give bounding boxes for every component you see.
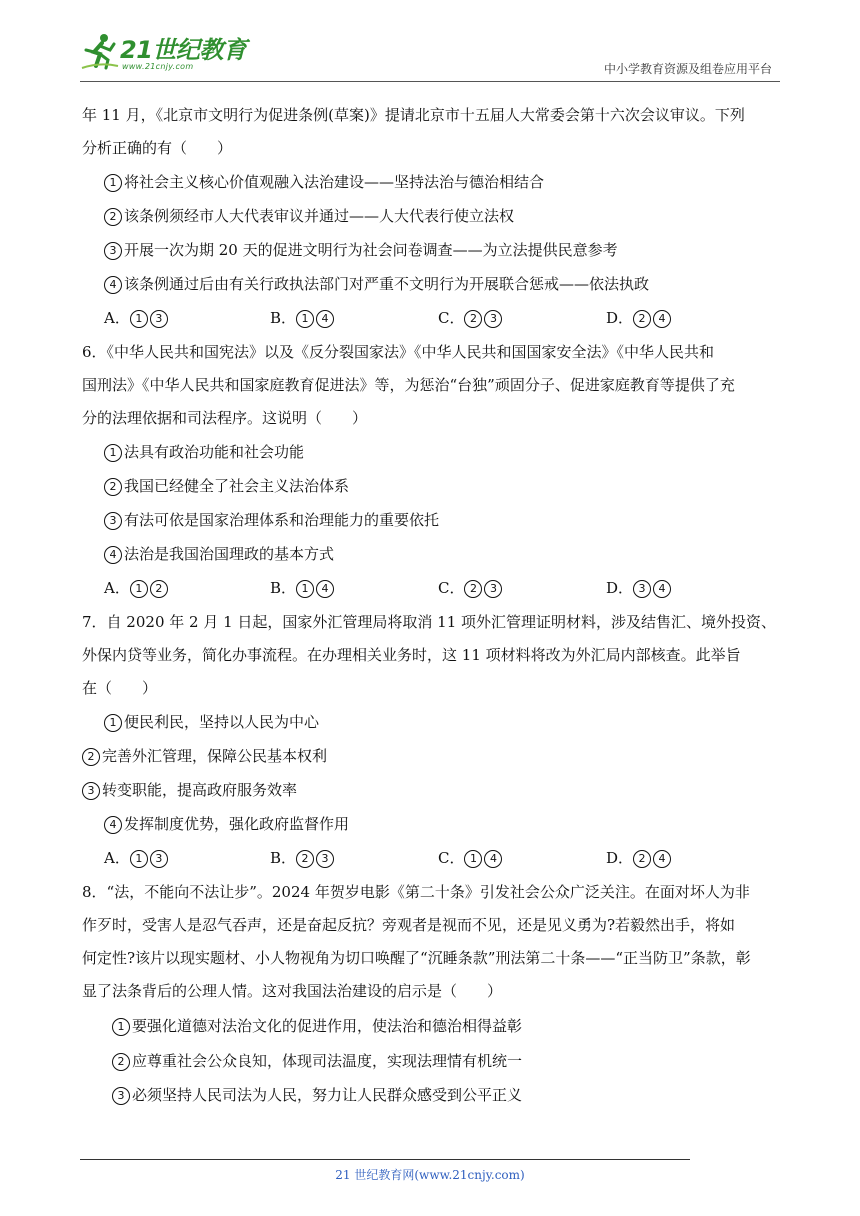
circled-number: 4 xyxy=(653,310,671,328)
circled-number: 2 xyxy=(82,748,100,766)
q5-option-b[interactable] xyxy=(270,307,336,329)
q5-item-3 xyxy=(104,239,618,261)
option-label: C． xyxy=(438,849,465,867)
q7-option-b[interactable] xyxy=(270,847,336,869)
runner-logo-icon xyxy=(80,32,120,72)
q7-option-c[interactable] xyxy=(438,847,504,869)
q6-item-2 xyxy=(104,475,349,497)
circled-number: 1 xyxy=(296,580,314,598)
item-text: 便民利民，坚持以人民为中心 xyxy=(124,713,320,731)
option-label: C． xyxy=(438,579,465,597)
q7-stem-line: 外保内贷等业务，简化办事流程。在办理相关业务时，这 11 项材料将改为外汇局内部核查。此举旨 xyxy=(82,646,741,664)
option-label: B． xyxy=(270,849,297,867)
item-text: 必须坚持人民司法为人民，努力让人民群众感受到公平正义 xyxy=(132,1086,523,1104)
circled-number: 1 xyxy=(104,714,122,732)
circled-number: 3 xyxy=(112,1087,130,1105)
circled-number: 4 xyxy=(104,546,122,564)
q7-item-4 xyxy=(104,813,349,835)
q6-option-b[interactable] xyxy=(270,577,336,599)
option-label: A． xyxy=(104,309,130,327)
circled-number: 3 xyxy=(484,310,502,328)
q5-option-a[interactable] xyxy=(104,307,170,329)
option-label: B． xyxy=(270,579,297,597)
site-logo[interactable] xyxy=(80,32,250,78)
q5-stem-line: 年 11 月，《北京市文明行为促进条例(草案)》提请北京市十五届人大常委会第十六次会议审议。下列 xyxy=(82,106,745,124)
platform-name: 中小学教育资源及组卷应用平台 xyxy=(603,62,772,76)
circled-number: 3 xyxy=(82,782,100,800)
circled-number: 2 xyxy=(104,208,122,226)
circled-number: 1 xyxy=(104,174,122,192)
item-text: 要强化道德对法治文化的促进作用，使法治和德治相得益彰 xyxy=(132,1017,523,1035)
item-text: 法具有政治功能和社会功能 xyxy=(124,443,305,461)
circled-number: 1 xyxy=(130,580,148,598)
q6-option-d[interactable] xyxy=(606,577,673,599)
circled-number: 1 xyxy=(296,310,314,328)
item-text: 有法可依是国家治理体系和治理能力的重要依托 xyxy=(124,511,440,529)
circled-number: 1 xyxy=(130,310,148,328)
option-label: D． xyxy=(606,849,634,867)
circled-number: 3 xyxy=(484,580,502,598)
q6-item-3 xyxy=(104,509,439,531)
option-label: C． xyxy=(438,309,465,327)
circled-number: 4 xyxy=(316,580,334,598)
page-header xyxy=(0,0,860,84)
circled-number: 2 xyxy=(464,310,482,328)
item-text: 法治是我国治国理政的基本方式 xyxy=(124,545,335,563)
q6-stem-line: 国刑法》《中华人民共和国家庭教育促进法》等，为惩治“台独”顽固分子、促进家庭教育等提供了充 xyxy=(82,376,735,394)
circled-number: 2 xyxy=(150,580,168,598)
circled-number: 4 xyxy=(104,276,122,294)
option-label: B． xyxy=(270,309,297,327)
circled-number: 3 xyxy=(633,580,651,598)
circled-number: 2 xyxy=(296,850,314,868)
circled-number: 3 xyxy=(104,242,122,260)
q8-stem-line: 作歹时，受害人是忍气吞声，还是奋起反抗？旁观者是视而不见，还是见义勇为?若毅然出手，将如 xyxy=(82,916,736,934)
item-text: 完善外汇管理，保障公民基本权利 xyxy=(102,747,328,765)
q8-stem-line: 显了法条背后的公理人情。这对我国法治建设的启示是（ ） xyxy=(82,982,503,1000)
item-text: 该条例通过后由有关行政执法部门对严重不文明行为开展联合惩戒——依法执政 xyxy=(124,275,650,293)
q7-option-d[interactable] xyxy=(606,847,673,869)
q7-stem-line: 在（ ） xyxy=(82,679,158,697)
q8-item-1 xyxy=(112,1015,522,1037)
option-label: A． xyxy=(104,579,130,597)
circled-number: 1 xyxy=(104,444,122,462)
q8-item-2 xyxy=(112,1050,522,1072)
item-text: 将社会主义核心价值观融入法治建设——坚持法治与德治相结合 xyxy=(124,173,545,191)
option-label: D． xyxy=(606,579,634,597)
q8-item-3 xyxy=(112,1084,522,1106)
circled-number: 3 xyxy=(150,310,168,328)
q8-stem-line: 8．“法，不能向不法让步”。2024 年贺岁电影《第二十条》引发社会公众广泛关注。在面对坏人为非 xyxy=(82,883,750,901)
circled-number: 2 xyxy=(464,580,482,598)
q5-item-1 xyxy=(104,171,544,193)
q5-option-c[interactable] xyxy=(438,307,504,329)
q6-option-c[interactable] xyxy=(438,577,504,599)
q5-item-2 xyxy=(104,205,514,227)
circled-number: 3 xyxy=(104,512,122,530)
circled-number: 4 xyxy=(104,816,122,834)
item-text: 应尊重社会公众良知，体现司法温度，实现法理情有机统一 xyxy=(132,1052,523,1070)
q6-item-4 xyxy=(104,543,334,565)
item-text: 开展一次为期 20 天的促进文明行为社会问卷调查——为立法提供民意参考 xyxy=(124,241,618,259)
q5-stem-line: 分析正确的有（ ） xyxy=(82,139,233,157)
q5-item-4 xyxy=(104,273,649,295)
option-label: A． xyxy=(104,849,130,867)
item-text: 转变职能，提高政府服务效率 xyxy=(102,781,298,799)
item-text: 该条例须经市人大代表审议并通过——人大代表行使立法权 xyxy=(124,207,515,225)
header-divider xyxy=(80,81,780,82)
circled-number: 2 xyxy=(633,310,651,328)
circled-number: 1 xyxy=(130,850,148,868)
q8-stem-line: 何定性?该片以现实题材、小人物视角为切口唤醒了“沉睡条款”刑法第二十条——“正当防卫”条款，彰 xyxy=(82,949,751,967)
logo-text: 21世纪教育 xyxy=(120,36,247,64)
circled-number: 4 xyxy=(653,580,671,598)
footer-link[interactable]: 21 世纪教育网(www.21cnjy.com) xyxy=(335,1168,525,1182)
circled-number: 2 xyxy=(112,1053,130,1071)
q7-item-2 xyxy=(82,745,327,767)
circled-number: 2 xyxy=(104,478,122,496)
item-text: 发挥制度优势，强化政府监督作用 xyxy=(124,815,350,833)
circled-number: 3 xyxy=(150,850,168,868)
circled-number: 1 xyxy=(112,1018,130,1036)
q6-stem-line: 分的法理依据和司法程序。这说明（ ） xyxy=(82,409,368,427)
q6-option-a[interactable] xyxy=(104,577,170,599)
item-text: 我国已经健全了社会主义法治体系 xyxy=(124,477,350,495)
circled-number: 4 xyxy=(484,850,502,868)
circled-number: 1 xyxy=(464,850,482,868)
q6-item-1 xyxy=(104,441,304,463)
q7-stem-line: 7．自 2020 年 2 月 1 日起，国家外汇管理局将取消 11 项外汇管理证明材料，涉及结售汇、境外投资、 xyxy=(82,613,777,631)
circled-number: 4 xyxy=(653,850,671,868)
circled-number: 4 xyxy=(316,310,334,328)
q5-option-d[interactable] xyxy=(606,307,673,329)
q7-item-1 xyxy=(104,711,319,733)
logo-url: www.21cnjy.com xyxy=(122,62,194,71)
q7-option-a[interactable] xyxy=(104,847,170,869)
footer-divider xyxy=(80,1159,690,1160)
q7-item-3 xyxy=(82,779,297,801)
circled-number: 3 xyxy=(316,850,334,868)
circled-number: 2 xyxy=(633,850,651,868)
q6-stem-line: 6．《中华人民共和国宪法》以及《反分裂国家法》《中华人民共和国国家安全法》《中华人民共和 xyxy=(82,343,715,361)
option-label: D． xyxy=(606,309,634,327)
